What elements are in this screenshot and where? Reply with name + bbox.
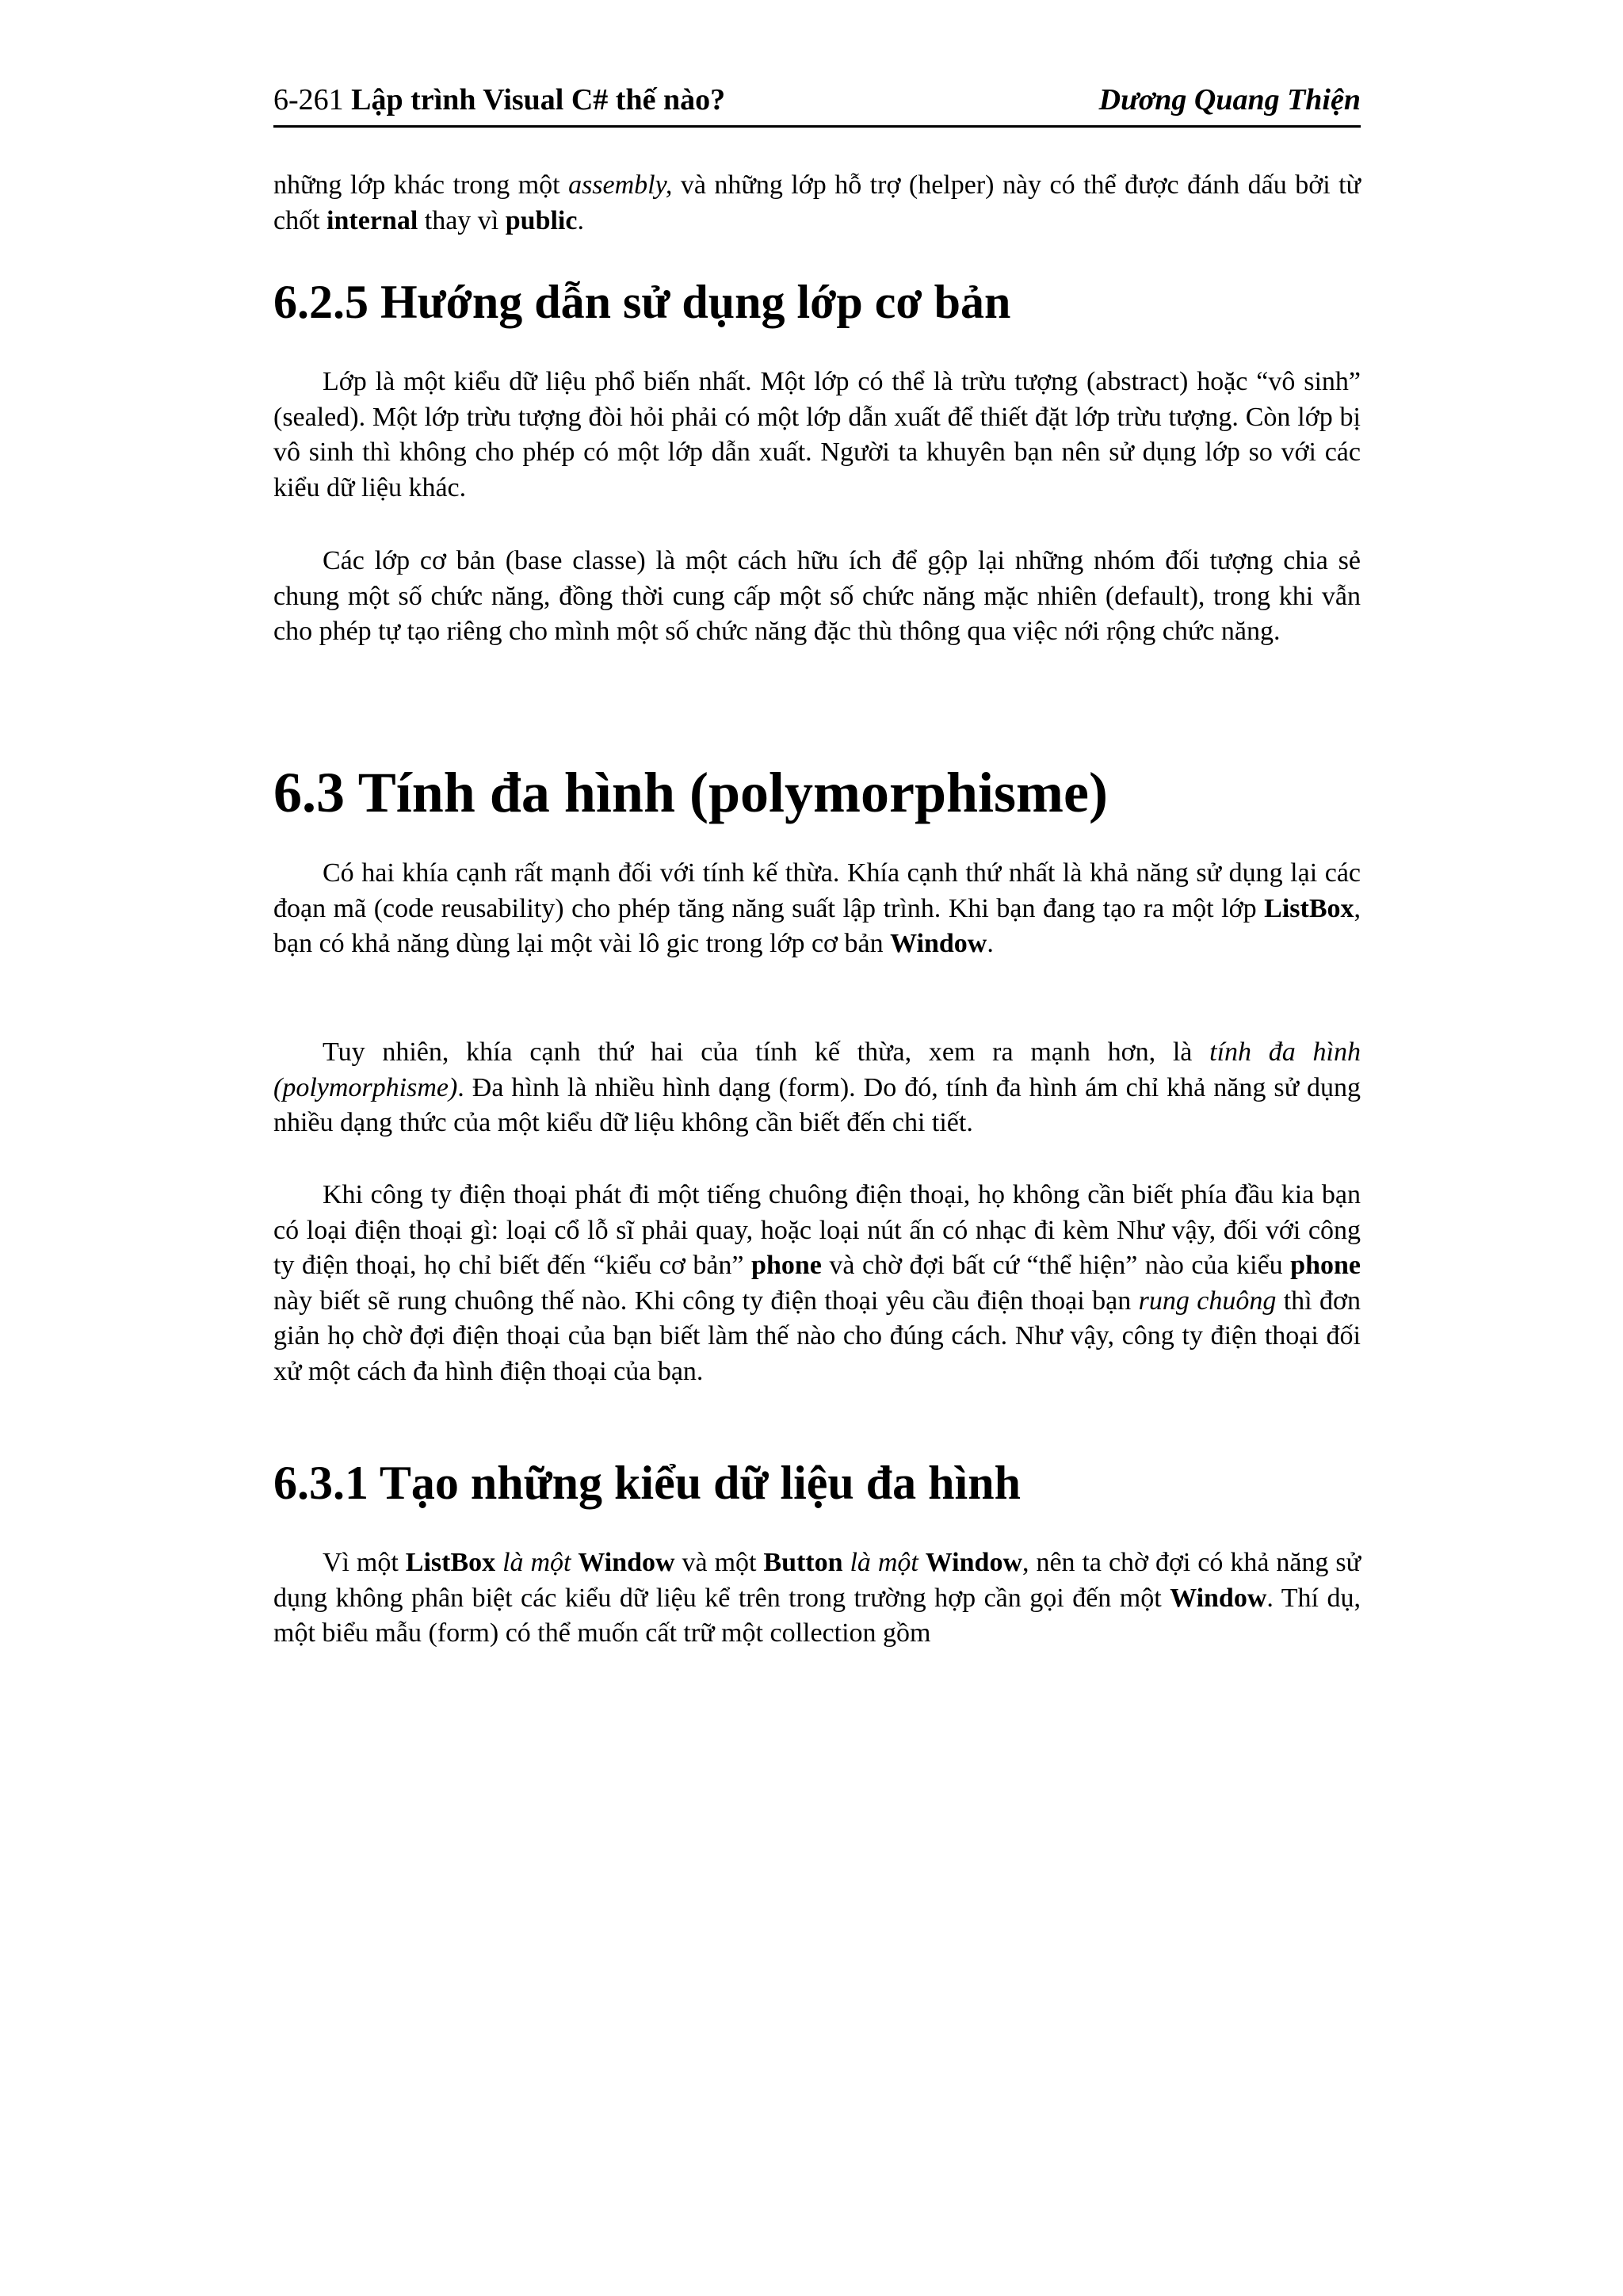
keyword-button: Button xyxy=(763,1548,843,1577)
keyword-window: Window xyxy=(1170,1583,1267,1613)
keyword-window: Window xyxy=(925,1548,1023,1577)
section-625-p2-block xyxy=(273,544,1361,650)
page-header xyxy=(273,81,1361,128)
section-63-paragraph-2 xyxy=(273,1035,1361,1141)
book-title: Lập trình Visual C# thế nào? xyxy=(351,83,726,117)
keyword-public: public xyxy=(505,205,578,235)
keyword-listbox: ListBox xyxy=(405,1548,496,1577)
text-run: . Đa hình là nhiều hình dạng (form). Do đó, tính đa hình ám chỉ khả năng sử dụng nhiều dạng thức của một kiểu dữ liệu không cần biết đến chi tiết. xyxy=(273,1072,1361,1137)
intro-paragraph-block xyxy=(273,168,1361,239)
section-63-heading-block xyxy=(273,759,1361,826)
text-run xyxy=(918,1548,926,1577)
section-625-heading: 6.2.5 Hướng dẫn sử dụng lớp cơ bản xyxy=(273,276,1011,328)
section-625-paragraph-2: Các lớp cơ bản (base classe) là một cách hữu ích để gộp lại những nhóm đối tượng chia sẻ chung một số chức năng, đồng thời cung cấp một số chức năng mặc nhiên (default), trong khi vẫn cho phép tự tạo riêng cho mình một số chức năng đặc thù thông qua việc nới rộng chức năng. xyxy=(273,546,1361,646)
section-631-heading-block xyxy=(273,1454,1361,1511)
text-run: , bạn có khả năng dùng lại một vài lô gic trong lớp cơ bản xyxy=(273,893,1361,958)
header-left xyxy=(273,81,725,119)
text-italic: tính đa hình (polymorphisme) xyxy=(273,1037,1361,1102)
text-run: thì đơn giản họ chờ đợi điện thoại của bạn biết làm thế nào cho đúng cách. Như vậy, công ty điện thoại đối xử một cách đa hình điện thoại của bạn. xyxy=(273,1286,1361,1386)
text-run: thay vì xyxy=(418,205,506,235)
section-63-p3-block xyxy=(273,1178,1361,1389)
intro-paragraph xyxy=(273,168,1361,239)
text-italic: assembly, xyxy=(568,170,673,200)
text-run: và những lớp hỗ trợ (helper) này có thể được đánh dấu bởi từ chốt xyxy=(273,170,1361,235)
keyword-internal: internal xyxy=(327,205,418,235)
section-63-heading: 6.3 Tính đa hình (polymorphisme) xyxy=(273,761,1108,824)
text-run: và chờ đợi bất cứ “thể hiện” nào của kiểu xyxy=(821,1251,1291,1280)
text-italic: rung chuông xyxy=(1138,1286,1277,1316)
text-run: Có hai khía cạnh rất mạnh đối với tính kế thừa. Khía cạnh thứ nhất là khả năng sử dụng lại các đoạn mã (code reusability) cho phép tăng năng suất lập trình. Khi bạn đang tạo ra một lớp xyxy=(273,858,1361,923)
keyword-phone: phone xyxy=(751,1251,822,1280)
section-63-paragraph-3 xyxy=(273,1178,1361,1389)
section-63-paragraph-1 xyxy=(273,856,1361,962)
text-run: . xyxy=(577,205,584,235)
section-631-heading: 6.3.1 Tạo những kiểu dữ liệu đa hình xyxy=(273,1457,1021,1509)
text-run: này biết sẽ rung chuông thế nào. Khi công ty điện thoại yêu cầu điện thoại bạn xyxy=(273,1286,1139,1316)
section-631-paragraph-1 xyxy=(273,1545,1361,1652)
section-63-p2-block xyxy=(273,1035,1361,1141)
keyword-listbox: ListBox xyxy=(1264,893,1354,923)
text-run: . xyxy=(987,929,994,958)
text-run: những lớp khác trong một xyxy=(273,170,569,200)
text-run: Khi công ty điện thoại phát đi một tiếng chuông điện thoại, họ không cần biết phía đầu kia bạn có loại điện thoại gì: loại cổ lỗ sĩ phải quay, hoặc loại nút ấn có nhạc đi kèm Như vậy, đối với công ty điện thoại, họ chỉ biết đến “kiểu cơ bản” xyxy=(273,1180,1361,1280)
text-run: và một xyxy=(674,1548,764,1577)
section-631-p1-block xyxy=(273,1545,1361,1652)
text-run: . Thí dụ, một biểu mẫu (form) có thể muốn cất trữ một collection gồm xyxy=(273,1583,1361,1648)
text-run xyxy=(495,1548,502,1577)
section-625-p1-block xyxy=(273,365,1361,506)
section-63-p1-block xyxy=(273,856,1361,962)
keyword-window: Window xyxy=(578,1548,675,1577)
text-run: Tuy nhiên, khía cạnh thứ hai của tính kế thừa, xem ra mạnh hơn, là xyxy=(323,1037,1210,1067)
section-625-paragraph-1: Lớp là một kiểu dữ liệu phổ biến nhất. Một lớp có thể là trừu tượng (abstract) hoặc “vô sinh” (sealed). Một lớp trừu tượng đòi hỏi phải có một lớp dẫn xuất để thiết đặt lớp trừu tượng. Còn lớp bị vô sinh thì không cho phép có một lớp dẫn xuất. Người ta khuyên bạn nên sử dụng lớp so với các kiểu dữ liệu khác. xyxy=(273,367,1361,502)
text-italic: là một xyxy=(850,1548,918,1577)
section-625-heading-block xyxy=(273,273,1361,330)
text-italic: là một xyxy=(502,1548,571,1577)
text-run: Vì một xyxy=(323,1548,406,1577)
text-run: , nên ta chờ đợi có khả năng sử dụng không phân biệt các kiểu dữ liệu kể trên trong trường hợp cần gọi đến một xyxy=(273,1548,1361,1613)
keyword-phone: phone xyxy=(1290,1251,1361,1280)
page-number: 6-261 xyxy=(273,83,344,117)
author-name: Dương Quang Thiện xyxy=(1098,83,1361,117)
keyword-window: Window xyxy=(890,929,987,958)
